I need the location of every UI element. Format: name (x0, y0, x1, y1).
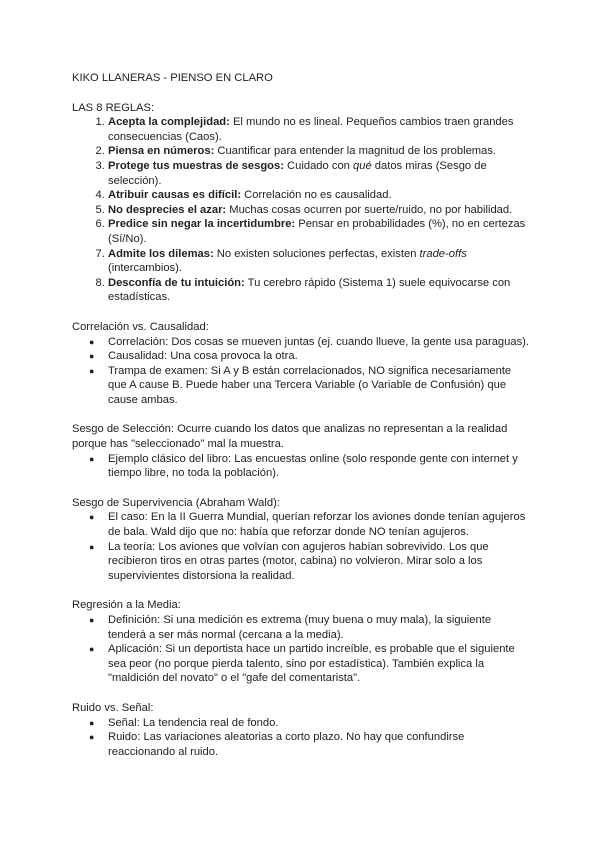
list-item: ● Definición: Si una medición es extrema (muy buena o muy mala), la siguiente tenderá a ser más normal (cercana a la media). (108, 613, 532, 642)
section-heading: Ruido vs. Señal: (72, 701, 154, 714)
rule-text: Cuantificar para entender la magnitud de los problemas. (214, 145, 497, 158)
rule-text: El mundo no es lineal. Pequeños cambios traen grandes consecuencias (Caos). (108, 116, 514, 143)
bullet-list (72, 613, 532, 686)
rule-item (108, 217, 532, 246)
rule-bold: Predice sin negar la incertidumbre: (108, 218, 296, 231)
section-selection-bias (72, 422, 532, 480)
rule-item (108, 203, 532, 218)
rule-bold: Atribuir causas es difícil: (108, 189, 242, 202)
rules-list (72, 115, 532, 305)
rule-italic: qué (353, 159, 372, 172)
rule-bold: Admite los dilemas: (108, 247, 214, 260)
rule-text: (intercambios). (108, 262, 182, 275)
rule-bold: No desprecies el azar: (108, 203, 227, 216)
rule-italic: trade-offs (419, 247, 467, 260)
section-regression-to-mean (72, 598, 532, 686)
rule-text: Correlación no es causalidad. (241, 189, 392, 202)
bullet-list (72, 716, 532, 760)
rule-pre: Cuidado con (283, 159, 353, 172)
section-heading: Regresión a la Media: (72, 599, 181, 612)
list-item: ● Aplicación: Si un deportista hace un partido increíble, es probable que el siguiente sea peor (no porque pierda talento, sino por estadística). También explica la "maldición del novato" o el "gafe del comentarista". (108, 642, 532, 686)
bullet-list (72, 510, 532, 583)
rule-item (108, 159, 532, 188)
document-title: KIKO LLANERAS - PIENSO EN CLARO (72, 72, 273, 84)
list-item: ● El caso: En la II Guerra Mundial, querían reforzar los aviones donde tenían agujeros de bala. Wald dijo que no: había que reforzar donde NO tenían agujeros. (108, 510, 532, 539)
rule-text: Muchas cosas ocurren por suerte/ruido, no por habilidad. (226, 203, 513, 216)
document-page (72, 71, 532, 774)
rule-item (108, 276, 532, 305)
list-item: ● Correlación: Dos cosas se mueven juntas (ej. cuando llueve, la gente usa paraguas). (108, 335, 532, 350)
list-item: ● La teoría: Los aviones que volvían con agujeros habían sobrevivido. Los que recibieron tiros en otras partes (motor, cabina) no volvieron. Mirar solo a los supervivientes distorsiona la realidad. (108, 540, 532, 584)
rule-bold: Piensa en números: (108, 145, 215, 158)
rule-bold: Protege tus muestras de sesgos: (108, 159, 284, 172)
rule-text: Pensar en probabilidades (%), no en certezas (Sí/No). (108, 218, 526, 245)
rule-item (108, 144, 532, 159)
section-heading: Sesgo de Supervivencia (Abraham Wald): (72, 496, 280, 509)
list-item: ● Ruido: Las variaciones aleatorias a corto plazo. No hay que confundirse reaccionando al ruido. (108, 730, 532, 759)
rule-bold: Desconfía de tu intuición: (108, 276, 245, 289)
list-item: ● Trampa de examen: Si A y B están correlacionados, NO significa necesariamente que A cause B. Puede haber una Tercera Variable (o Variable de Confusión) que cause ambas. (108, 364, 532, 408)
rule-item (108, 188, 532, 203)
section-correlation (72, 320, 532, 408)
rules-heading: LAS 8 REGLAS: (72, 101, 155, 114)
rule-text: datos miras (Sesgo de selección). (108, 159, 487, 187)
rule-item (108, 247, 532, 276)
rule-text: Tu cerebro rápido (Sistema 1) suele equivocarse con estadísticas. (108, 276, 511, 304)
bullet-list (72, 335, 532, 408)
list-item: ● Ejemplo clásico del libro: Las encuestas online (solo responde gente con internet y tiempo libre, no toda la población). (108, 452, 532, 481)
rule-item (108, 115, 532, 144)
list-item: ● Causalidad: Una cosa provoca la otra. (108, 349, 532, 364)
rule-pre: No existen soluciones perfectas, existen (213, 247, 420, 260)
section-heading: Correlación vs. Causalidad: (72, 320, 209, 333)
list-item: ● Señal: La tendencia real de fondo. (108, 716, 532, 731)
section-heading: Sesgo de Selección: Ocurre cuando los datos que analizas no representan a la realidad porque has "seleccionado" mal la muestra. (72, 423, 508, 451)
section-noise-vs-signal (72, 701, 532, 759)
rule-bold: Acepta la complejidad: (108, 116, 230, 129)
section-survivorship-bias (72, 496, 532, 584)
bullet-list (72, 452, 532, 481)
